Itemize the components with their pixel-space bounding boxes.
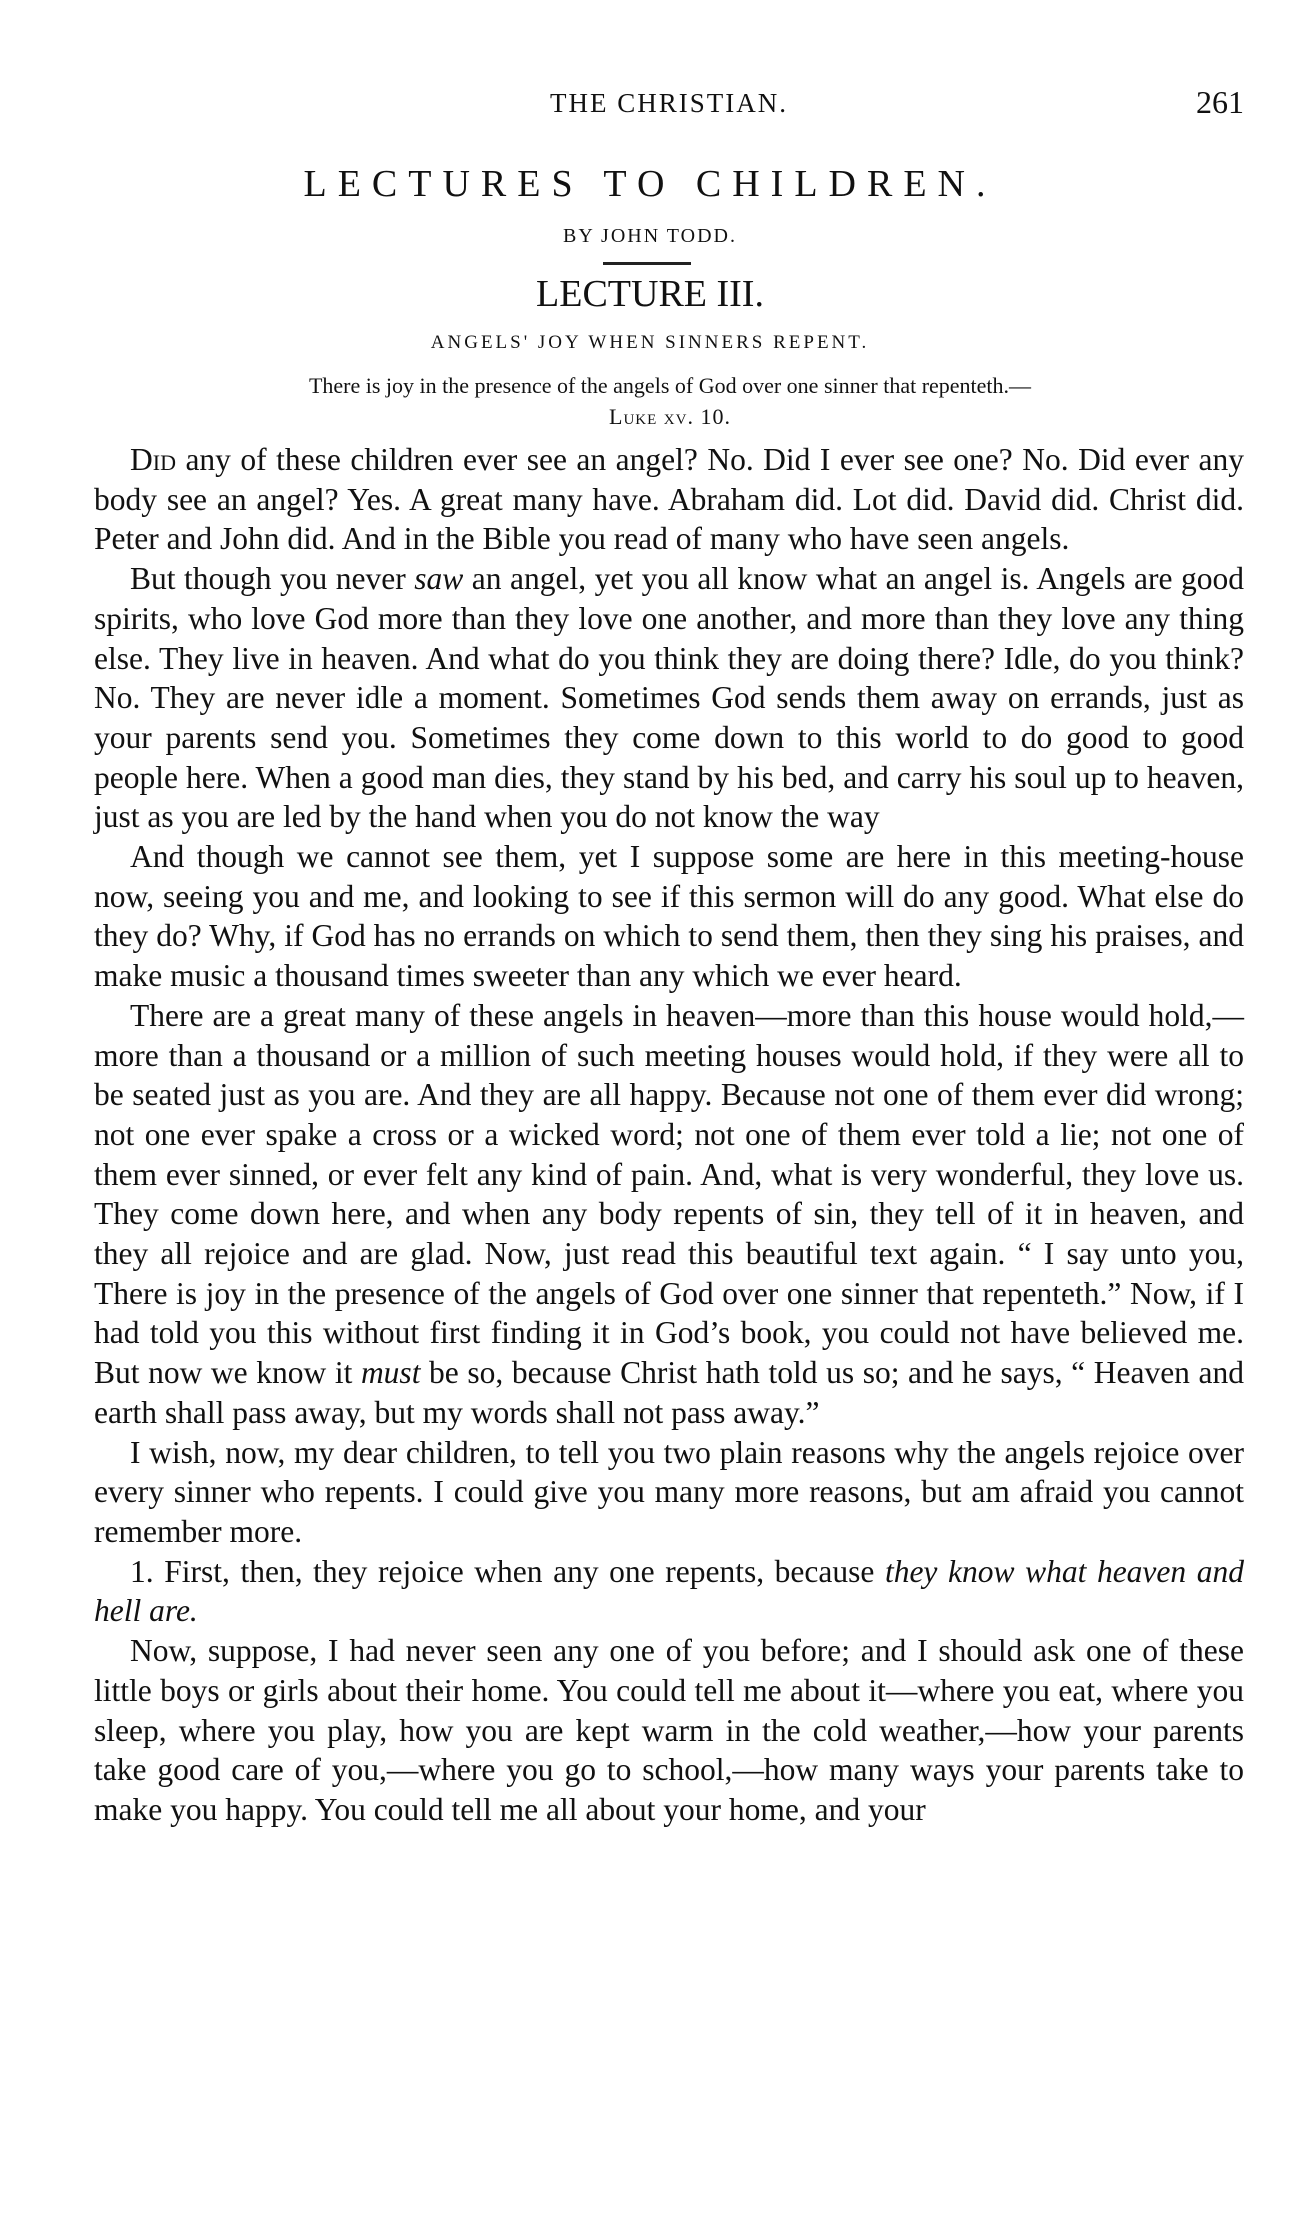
paragraph-1-text: any of these children ever see an angel? No. Did I ever see one? No. Did ever any body see an angel? Yes. A great many have. Abraham did. Lot did. David did. Christ did. Peter and John did. And in the Bible you read of many who have seen angels.	[94, 442, 1244, 557]
paragraph-2	[94, 559, 1244, 837]
epigraph-reference: Luke xv. 10.	[609, 404, 731, 429]
paragraph-5: I wish, now, my dear children, to tell you two plain reasons why the angels rejoice over every sinner who repents. I could give you many more reasons, but am afraid you cannot remember more.	[94, 1434, 1244, 1549]
paragraph-2-text-a: But though you never	[130, 561, 415, 597]
paragraph-3: And though we cannot see them, yet I suppose some are here in this meeting-house now, seeing you and me, and looking to see if this sermon will do any good. What else do they do? Why, if God has no errands on which to send them, then they sing his praises, and make music a thousand times sweeter than any which we ever heard.	[94, 839, 1244, 994]
paragraph-6-text: 1. First, then, they rejoice when any one repents, because	[130, 1553, 885, 1589]
paragraph-6-emphasis: they know what heaven and hell are.	[94, 1553, 1244, 1629]
running-head	[94, 84, 1244, 138]
paragraph-4-text-a: There are a great many of these angels in heaven—more than this house would hold,—more than a thousand or a million of such meeting houses would hold, if they were all to be seated just as you are. And they are all happy. Because not one of them ever did wrong; not one ever spake a cross or a wicked word; not one of them ever told a lie; not one of them ever sinned, or ever felt any kind of pain. And, what is very wonderful, they love us. They come down here, and when any body repents of sin, they tell of it in heaven, and they all rejoice and are glad. Now, just read this beautiful text again. “ I say unto you, There is joy in the presence of the angels of God over one sinner that repenteth.” Now, if I had told you this without first finding it in God’s book, you could not have believed me. But now we know it	[94, 997, 1244, 1391]
paragraph-2-emphasis: saw	[414, 561, 464, 597]
title-rule	[603, 262, 691, 265]
paragraph-1	[94, 440, 1244, 559]
lecture-heading: LECTURE III.	[536, 273, 764, 315]
series-title: LECTURES TO CHILDREN.	[303, 163, 997, 205]
paragraph-4-text-b: be so, because Christ hath told us so; and he says, “ Heaven and earth shall pass away, but my words shall not pass away.”	[94, 1355, 1244, 1430]
paragraph-1-lead: Did	[130, 442, 176, 477]
body-text	[94, 440, 1244, 1830]
paragraph-7: Now, suppose, I had never seen any one of you before; and I should ask one of these little boys or girls about their home. You could tell me about it—where you eat, where you sleep, where you play, how you are kept warm in the cold weather,—how your parents take good care of you,—where you go to school,—how many ways your parents take to make you happy. You could tell me all about your home, and your	[94, 1633, 1244, 1827]
paragraph-6	[94, 1552, 1244, 1631]
paragraph-2-text-b: an angel, yet you all know what an angel is. Angels are good spirits, who love God more than they love one another, and more than they love any thing else. They live in heaven. And what do you think they are doing there? Idle, do you think? No. They are never idle a moment. Sometimes God sends them away on errands, just as your parents send you. Sometimes they come down to this world to do good to good people here. When a good man dies, they stand by his bed, and carry his soul up to heaven, just as you are led by the hand when you do not know the way	[94, 561, 1244, 835]
author-byline: BY JOHN TODD.	[563, 225, 737, 247]
paragraph-4-emphasis: must	[360, 1355, 421, 1391]
epigraph	[96, 370, 1244, 432]
running-title: THE CHRISTIAN.	[550, 88, 788, 118]
page-number: 261	[1196, 84, 1244, 120]
lecture-subtitle: ANGELS' JOY WHEN SINNERS REPENT.	[430, 332, 870, 353]
paragraph-4	[94, 996, 1244, 1433]
epigraph-text: There is joy in the presence of the angels of God over one sinner that repenteth.—	[308, 373, 1032, 398]
